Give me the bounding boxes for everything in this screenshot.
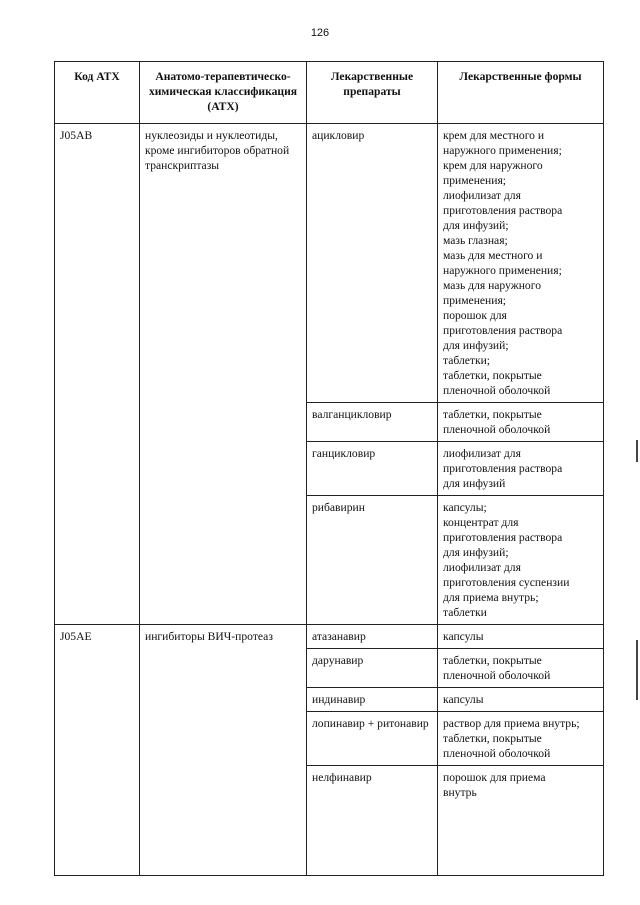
forms-cell (438, 649, 604, 688)
forms-cell (438, 124, 604, 403)
form-line: капсулы (443, 693, 484, 706)
form-line: приготовления раствора (443, 324, 563, 337)
forms-cell (438, 625, 604, 649)
form-line: для инфузий; (443, 219, 509, 232)
table-row (55, 124, 604, 403)
form-line: раствор для приема внутрь; (443, 717, 580, 730)
form-line: пленочной оболочкой (443, 423, 551, 436)
form-line: мазь для местного и (443, 249, 543, 262)
drug-cell: атазанавир (307, 625, 438, 649)
form-line: таблетки, покрытые (443, 408, 542, 421)
form-line: крем для наружного (443, 159, 543, 172)
header-row (55, 62, 604, 124)
drug-cell: индинавир (307, 688, 438, 712)
form-line: крем для местного и (443, 129, 545, 142)
form-line: пленочной оболочкой (443, 384, 551, 397)
form-line: наружного применения; (443, 144, 562, 157)
form-line: приготовления раствора (443, 462, 563, 475)
form-line: для инфузий (443, 477, 506, 490)
classification-cell: ингибиторы ВИЧ-протеаз (140, 625, 307, 876)
drug-cell: дарунавир (307, 649, 438, 688)
form-line: применения; (443, 294, 507, 307)
form-line: применения; (443, 174, 507, 187)
form-line: приготовления суспензии (443, 576, 570, 589)
table-row (55, 625, 604, 649)
form-line: лиофилизат для (443, 561, 521, 574)
form-line: таблетки (443, 606, 487, 619)
forms-cell (438, 766, 604, 876)
atx-table (54, 61, 604, 876)
form-line: капсулы; (443, 501, 487, 514)
form-line: порошок для (443, 309, 507, 322)
form-line: мазь для наружного (443, 279, 541, 292)
form-line: пленочной оболочкой (443, 669, 551, 682)
header-code: Код АТХ (55, 62, 140, 124)
forms-cell (438, 688, 604, 712)
page-number: 126 (310, 27, 330, 39)
form-line: пленочной оболочкой (443, 747, 551, 760)
atx-code-cell: J05AE (55, 625, 140, 876)
form-line: мазь глазная; (443, 234, 508, 247)
form-line: порошок для приема (443, 771, 546, 784)
form-line: внутрь (443, 786, 477, 799)
forms-cell (438, 712, 604, 766)
drug-cell: рибавирин (307, 496, 438, 625)
header-classification: Анатомо-терапевтическо-химическая классификация (АТХ) (140, 62, 307, 124)
form-line: наружного применения; (443, 264, 562, 277)
drug-cell: ганцикловир (307, 442, 438, 496)
form-line: таблетки, покрытые (443, 732, 542, 745)
drug-cell: лопинавир + ритонавир (307, 712, 438, 766)
atx-code-cell: J05AB (55, 124, 140, 625)
form-line: для приема внутрь; (443, 591, 539, 604)
form-line: таблетки; (443, 354, 491, 367)
form-line: капсулы (443, 630, 484, 643)
drug-cell: ацикловир (307, 124, 438, 403)
forms-cell (438, 496, 604, 625)
scan-edge-mark (636, 640, 638, 700)
classification-cell: нуклеозиды и нуклеотиды, кроме ингибиторов обратной транскриптазы (140, 124, 307, 625)
form-line: таблетки, покрытые (443, 369, 542, 382)
header-forms: Лекарственные формы (438, 62, 604, 124)
form-line: лиофилизат для (443, 189, 521, 202)
drug-cell: валганцикловир (307, 403, 438, 442)
forms-cell (438, 442, 604, 496)
form-line: концентрат для (443, 516, 519, 529)
scan-edge-mark (636, 440, 638, 462)
form-line: приготовления раствора (443, 204, 563, 217)
form-line: приготовления раствора (443, 531, 563, 544)
forms-cell (438, 403, 604, 442)
form-line: для инфузий; (443, 339, 509, 352)
drug-cell: нелфинавир (307, 766, 438, 876)
header-drugs: Лекарственные препараты (307, 62, 438, 124)
form-line: таблетки, покрытые (443, 654, 542, 667)
form-line: лиофилизат для (443, 447, 521, 460)
form-line: для инфузий; (443, 546, 509, 559)
